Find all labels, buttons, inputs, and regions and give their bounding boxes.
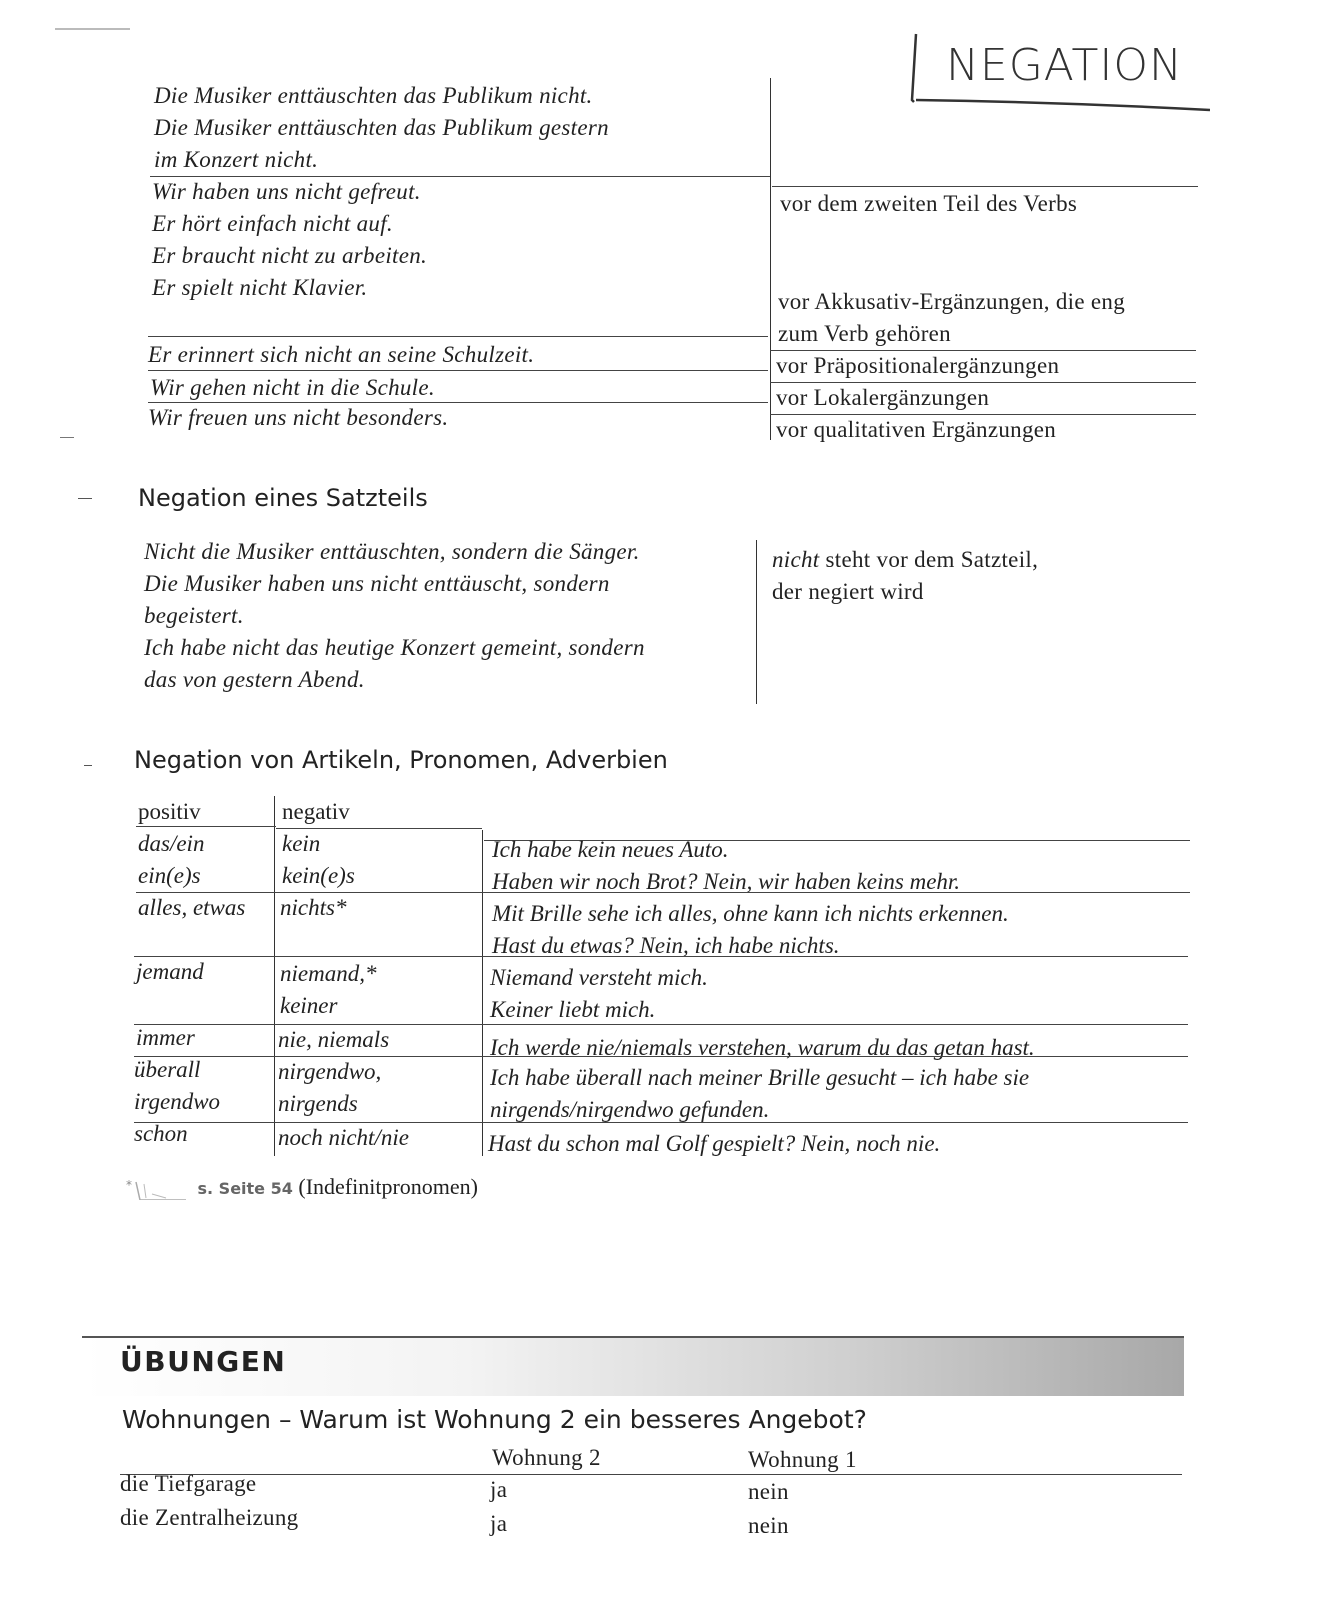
- example-line: Haben wir noch Brot? Nein, wir haben keins mehr.: [492, 869, 961, 894]
- rule-line: zum Verb gehören: [778, 321, 951, 346]
- column-divider: [274, 796, 275, 1156]
- example-line: Er spielt nicht Klavier.: [152, 275, 368, 300]
- neg-word: kein(e)s: [282, 863, 355, 888]
- svg-text:*: *: [126, 1179, 132, 1192]
- rule-line: vor Akkusativ-Ergänzungen, die eng: [778, 289, 1126, 314]
- exercise-value: ja: [490, 1477, 508, 1502]
- rule-text-block: [778, 286, 1125, 350]
- table-row-example: [490, 962, 708, 1026]
- exercise-value: ja: [490, 1511, 508, 1536]
- rule-rest: steht vor dem Satzteil,: [819, 547, 1039, 572]
- example-line: Ich habe kein neues Auto.: [492, 837, 729, 862]
- example-line: Hast du etwas? Nein, ich habe nichts.: [492, 933, 840, 958]
- example-line: Ich habe nicht das heutige Konzert gemeint, sondern: [144, 635, 645, 660]
- table-row-example: [492, 834, 960, 898]
- scan-edge-mark: [55, 28, 130, 30]
- example-line: begeistert.: [144, 603, 244, 628]
- example-line: Ich habe überall nach meiner Brille gesucht – ich habe sie: [490, 1065, 1030, 1090]
- example-line: Er erinnert sich nicht an seine Schulzeit.: [148, 342, 535, 367]
- neg-word: noch nicht/nie: [278, 1125, 409, 1150]
- example-line: Hast du schon mal Golf gespielt? Nein, noch nie.: [488, 1131, 941, 1156]
- rule-text: vor qualitativen Ergänzungen: [776, 417, 1057, 442]
- bullet-mark: [84, 765, 92, 766]
- pos-word: überall: [134, 1057, 201, 1082]
- example-line: im Konzert nicht.: [154, 147, 319, 172]
- pos-word: ein(e)s: [138, 863, 201, 888]
- example-line: Wir haben uns nicht gefreut.: [152, 179, 421, 204]
- rule-text: vor dem zweiten Teil des Verbs: [780, 191, 1078, 216]
- uebungen-title: ÜBUNGEN: [120, 1345, 287, 1378]
- neg-word: keiner: [280, 993, 338, 1018]
- exercise-value: nein: [748, 1513, 789, 1538]
- row-separator: [134, 956, 1188, 957]
- scan-margin-mark: [60, 437, 74, 438]
- example-block-1: [154, 80, 609, 176]
- neg-word: nichts*: [280, 895, 347, 920]
- footnote: [126, 1172, 478, 1204]
- neg-word: nirgends: [278, 1091, 358, 1116]
- section-heading: Negation von Artikeln, Pronomen, Adverbien: [134, 746, 668, 774]
- neg-word: nie, niemals: [278, 1027, 390, 1052]
- example-line: Wir gehen nicht in die Schule.: [150, 375, 435, 400]
- table-row-neg: [280, 958, 376, 1022]
- pos-word: irgendwo: [134, 1089, 221, 1114]
- handwritten-note: [910, 30, 1210, 115]
- pos-word: immer: [136, 1025, 195, 1050]
- pos-word: jemand: [136, 959, 204, 984]
- example-line: Keiner liebt mich.: [490, 997, 656, 1022]
- example-line: Die Musiker enttäuschten das Publikum nicht.: [154, 83, 593, 108]
- table-row-example: [490, 1062, 1029, 1126]
- rule-line: [772, 544, 1038, 576]
- neg-word: niemand,*: [280, 961, 377, 986]
- example-line: Er hört einfach nicht auf.: [152, 211, 393, 236]
- example-line: Die Musiker enttäuschten das Publikum gestern: [154, 115, 609, 140]
- uebungen-rule: [82, 1336, 1184, 1338]
- book-icon: [126, 1180, 192, 1198]
- handwritten-negation: NEGATION: [946, 40, 1183, 91]
- pos-word: schon: [134, 1121, 188, 1146]
- column-divider: [756, 540, 757, 704]
- exercise-row-label: die Tiefgarage: [120, 1471, 257, 1496]
- rule-text: vor Präpositionalergänzungen: [776, 353, 1060, 378]
- footnote-text: (Indefinitpronomen): [298, 1174, 478, 1199]
- example-line: Niemand versteht mich.: [490, 965, 708, 990]
- neg-word: kein: [282, 831, 321, 856]
- column-divider: [482, 830, 483, 1156]
- row-separator: [148, 370, 768, 371]
- neg-word: nirgendwo,: [278, 1059, 382, 1084]
- example-line: Er braucht nicht zu arbeiten.: [152, 243, 428, 268]
- col-header-wohnung1: Wohnung 1: [748, 1447, 857, 1472]
- row-separator: [136, 826, 276, 827]
- rule-text-block: [772, 544, 1038, 608]
- rule-line: der negiert wird: [772, 579, 924, 604]
- table-row-example: [492, 898, 1009, 962]
- example-line: Wir freuen uns nicht besonders.: [148, 405, 449, 430]
- example-block-satzteil: [144, 536, 645, 696]
- pos-word: alles, etwas: [138, 895, 246, 920]
- table-row-pos: [134, 1054, 220, 1118]
- col-header-wohnung2: Wohnung 2: [492, 1445, 601, 1470]
- example-line: Nicht die Musiker enttäuschten, sondern die Sänger.: [144, 539, 640, 564]
- row-separator: [148, 336, 768, 337]
- example-line: Ich werde nie/niemals verstehen, warum du das getan hast.: [490, 1035, 1035, 1060]
- section-heading: Negation eines Satzteils: [138, 484, 428, 512]
- exercise-row-label: die Zentralheizung: [120, 1505, 299, 1530]
- example-block-2: [152, 176, 427, 304]
- table-row-neg: [278, 1056, 381, 1120]
- bullet-mark: [78, 498, 92, 499]
- pos-word: das/ein: [138, 831, 205, 856]
- col-header-positiv: positiv: [138, 799, 201, 824]
- example-line: Die Musiker haben uns nicht enttäuscht, sondern: [144, 571, 610, 596]
- rule-keyword: nicht: [772, 547, 820, 572]
- table-row-neg: [282, 828, 355, 892]
- example-line: nirgends/nirgendwo gefunden.: [490, 1097, 770, 1122]
- example-line: das von gestern Abend.: [144, 667, 365, 692]
- exercise-value: nein: [748, 1479, 789, 1504]
- column-divider: [770, 78, 771, 440]
- rule-text: vor Lokalergänzungen: [776, 385, 990, 410]
- example-line: Mit Brille sehe ich alles, ohne kann ich nichts erkennen.: [492, 901, 1009, 926]
- exercise-question: Wohnungen – Warum ist Wohnung 2 ein besseres Angebot?: [122, 1405, 867, 1434]
- col-header-negativ: negativ: [282, 799, 350, 824]
- footnote-ref: s. Seite 54: [197, 1179, 293, 1198]
- row-separator: [120, 1474, 1182, 1475]
- table-row-pos: [138, 828, 204, 892]
- row-separator: [772, 186, 1198, 187]
